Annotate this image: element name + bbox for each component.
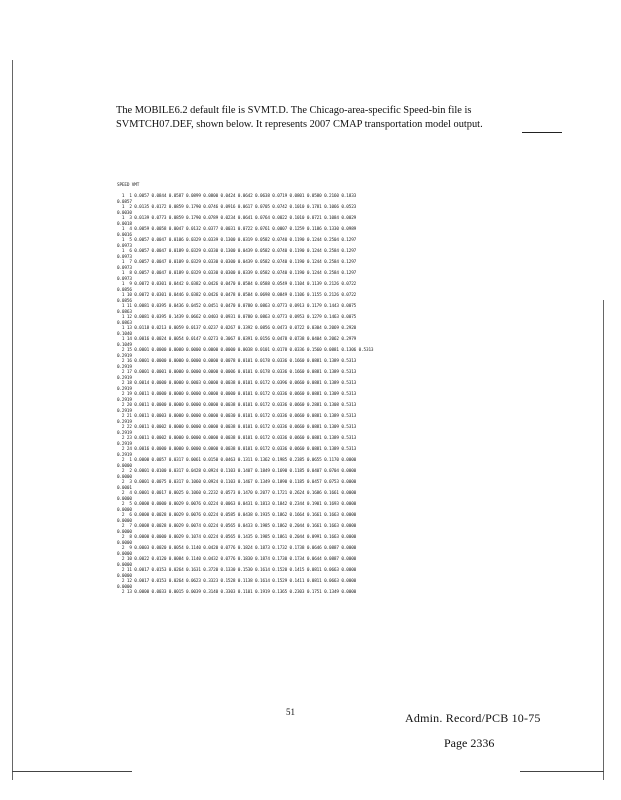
table-row: 2 21 0.0011 0.0003 0.0000 0.0000 0.0000 0.0030 0.0101 0.0172 0.0336 0.0660 0.0881 0.1389 0.5313: [117, 414, 357, 419]
table-row: 0.0000: [117, 463, 132, 469]
table-row: 0.2919: [117, 375, 132, 381]
table-row: 1 14 0.0016 0.0024 0.0054 0.0147 0.0273 0.3067 0.0391 0.0156 0.0478 0.0738 0.0404 0.2062 0.2979: [117, 337, 357, 342]
table-row: 0.2919: [117, 353, 132, 359]
scan-edge-right: [603, 300, 604, 780]
table-row: 1 5 0.0057 0.0047 0.0106 0.0329 0.0339 0.1300 0.0319 0.0582 0.0740 0.1190 0.1244 0.2504 0.1297: [117, 238, 357, 243]
table-row: 0.1049: [117, 342, 132, 348]
table-row: 2 7 0.0008 0.0028 0.0029 0.0074 0.0224 0.0565 0.0433 0.1985 0.1862 0.2044 0.1661 0.1663 0.0000: [117, 524, 357, 529]
intro-paragraph: [116, 104, 516, 132]
table-row: 0.0856: [117, 298, 132, 304]
table-row: 2 8 0.0000 0.0000 0.0029 0.1074 0.0224 0.0565 0.1435 0.1985 0.1861 0.2044 0.0991 0.1663 0.0000: [117, 535, 357, 540]
table-row: 0.0000: [117, 518, 132, 524]
table-row: 1 1 0.0057 0.0844 0.0587 0.0899 0.0800 0.0424 0.0642 0.0638 0.0719 0.0801 0.0580 0.2160 0.1833: [117, 194, 357, 199]
table-row: 2 24 0.0016 0.0000 0.0000 0.0000 0.0000 0.0038 0.0101 0.0172 0.0336 0.0660 0.0881 0.1389 0.5313: [117, 447, 357, 452]
table-row: 0.0030: [117, 210, 132, 216]
table-row: 0.2919: [117, 397, 132, 403]
page-stamp: Page 2336: [444, 736, 495, 750]
table-row: 1 13 0.0118 0.0213 0.0059 0.0137 0.0237 0.0267 0.3392 0.0856 0.0473 0.0722 0.0304 0.2069 0.2920: [117, 326, 357, 331]
admin-record-stamp: Admin. Record/PCB 10-75: [405, 711, 541, 725]
table-row: 1 7 0.0057 0.0047 0.0109 0.0329 0.0330 0.0300 0.0439 0.0582 0.0740 0.1190 0.1244 0.2584 0.1297: [117, 260, 357, 265]
scan-edge-bottom-right: [520, 771, 604, 772]
table-row: 0.2919: [117, 441, 132, 447]
speed-vmt-table: [117, 172, 509, 596]
table-row: 2 15 0.0001 0.0000 0.0000 0.0000 0.0000 0.0000 0.0038 0.0101 0.0178 0.0336 0.1560 0.0881 0.1306 0.5313: [117, 348, 374, 353]
table-row: 2 23 0.0011 0.0002 0.0000 0.0000 0.0000 0.0038 0.0101 0.0172 0.0336 0.0660 0.0881 0.1389 0.5313: [117, 436, 357, 441]
table-row: 0.0973: [117, 276, 132, 282]
table-row: 2 6 0.0000 0.0028 0.0029 0.0076 0.0224 0.0585 0.0438 0.1935 0.1862 0.1664 0.1661 0.1663 0.0000: [117, 513, 357, 518]
intro-line-1: The MOBILE6.2 default file is SVMT.D. The Chicago-area-specific Speed-bin file is: [116, 105, 472, 116]
table-row: 0.0000: [117, 551, 132, 557]
table-row: 0.0000: [117, 474, 132, 480]
table-row: 2 20 0.0011 0.0000 0.0000 0.0000 0.0000 0.0038 0.0101 0.0172 0.0336 0.0660 0.2881 0.1308 0.5313: [117, 403, 357, 408]
table-row: 0.0856: [117, 287, 132, 293]
table-row: 2 3 0.0001 0.0075 0.0317 0.1060 0.0924 0.1103 0.1467 0.1349 0.1890 0.1185 0.0457 0.0753 0.0000: [117, 480, 357, 485]
table-row: 1 3 0.0139 0.0773 0.0859 0.1790 0.0789 0.0234 0.0641 0.0764 0.0022 0.1010 0.0721 0.1084 0.0029: [117, 216, 357, 221]
scan-edge-bottom-left: [12, 771, 132, 772]
table-row: 1 4 0.0059 0.0058 0.0047 0.0132 0.0377 0.0031 0.0722 0.0761 0.0007 0.1259 0.1186 0.1330 0.0989: [117, 227, 357, 232]
table-row: 0.0016: [117, 232, 132, 238]
table-row: 0.0863: [117, 320, 132, 326]
table-row: 2 11 0.0017 0.0153 0.0264 0.1631 0.3720 0.1330 0.1530 0.1614 0.1520 0.1415 0.0811 0.0663 0.0000: [117, 568, 357, 573]
table-row: 2 4 0.0001 0.0017 0.0025 0.1060 0.2232 0.0573 0.1470 0.2077 0.1721 0.2624 0.1686 0.1661 0.0000: [117, 491, 357, 496]
table-row: 1 9 0.0072 0.0301 0.0442 0.0382 0.0426 0.0470 0.0584 0.0588 0.0549 0.1104 0.1139 0.2126 0.0722: [117, 282, 357, 287]
table-row: 2 10 0.0022 0.0120 0.0084 0.1140 0.0432 0.0776 0.1830 0.1874 0.1730 0.1734 0.0644 0.0887 0.0000: [117, 557, 357, 562]
table-row: 1 10 0.0072 0.0301 0.0446 0.0382 0.0426 0.0478 0.0584 0.0698 0.0849 0.1106 0.1155 0.2126 0.0722: [117, 293, 357, 298]
table-row: 1 6 0.0057 0.0047 0.0189 0.0329 0.0330 0.1300 0.0439 0.0582 0.0740 0.1190 0.1244 0.2584 0.1297: [117, 249, 357, 254]
table-row: 2 16 0.0001 0.0000 0.0000 0.0000 0.0000 0.0078 0.0101 0.0178 0.0336 0.1660 0.0881 0.1389 0.5313: [117, 359, 357, 364]
table-row: 0.0000: [117, 573, 132, 579]
table-row: 2 12 0.0017 0.0153 0.0264 0.0623 0.3323 0.1528 0.1138 0.1614 0.1529 0.1411 0.0811 0.0663 0.0000: [117, 579, 357, 584]
table-row: 0.0857: [117, 199, 132, 205]
table-row: 0.0973: [117, 265, 132, 271]
table-row: 0.2919: [117, 364, 132, 370]
table-row: 0.0018: [117, 221, 132, 227]
page-number: 51: [286, 707, 295, 717]
table-row: 0.2919: [117, 452, 132, 458]
table-row: 2 18 0.0014 0.0000 0.0000 0.0003 0.0000 0.0038 0.0101 0.0172 0.0396 0.0660 0.0881 0.1389 0.5313: [117, 381, 357, 386]
table-row: 0.0973: [117, 243, 132, 249]
table-row: 2 2 0.0001 0.0100 0.0317 0.0428 0.0924 0.1103 0.1407 0.1849 0.1690 0.1185 0.0407 0.0704 0.0000: [117, 469, 357, 474]
table-row: 0.0000: [117, 529, 132, 535]
table-row: 0.0000: [117, 496, 132, 502]
table-row: 2 1 0.0000 0.0057 0.0317 0.0061 0.0150 0.0463 0.1311 0.1362 0.1985 0.2385 0.0655 0.1170 0.0000: [117, 458, 357, 463]
table-row: 0.0973: [117, 254, 132, 260]
table-row: 0.0000: [117, 584, 132, 590]
table-row: 0.1040: [117, 331, 132, 337]
table-row: 0.0001: [117, 485, 132, 491]
table-row: 1 2 0.0135 0.0172 0.0859 0.1790 0.0746 0.0916 0.0617 0.0705 0.0742 0.1010 0.1781 0.1066 0.0523: [117, 205, 357, 210]
table-row: 2 19 0.0011 0.0000 0.0000 0.0000 0.0000 0.0000 0.0101 0.0172 0.0336 0.0660 0.0881 0.1309 0.5313: [117, 392, 357, 397]
table-row: 0.2919: [117, 419, 132, 425]
margin-rule: [522, 132, 562, 133]
table-row: 0.2919: [117, 408, 132, 414]
table-row: 1 12 0.0081 0.0395 0.1439 0.0662 0.0403 0.0931 0.0780 0.0863 0.0773 0.0953 0.1279 0.1463 0.0075: [117, 315, 357, 320]
table-row: 2 17 0.0001 0.0001 0.0000 0.0000 0.0000 0.0006 0.0101 0.0178 0.0336 0.1660 0.0881 0.1389 0.5313: [117, 370, 357, 375]
table-row: 0.0000: [117, 507, 132, 513]
table-row: 1 11 0.0081 0.0395 0.0436 0.0452 0.0451 0.0470 0.0780 0.0863 0.0773 0.0913 0.1179 0.1443 0.0075: [117, 304, 357, 309]
table-row: 1 8 0.0057 0.0047 0.0189 0.0329 0.0330 0.0300 0.0339 0.0582 0.0740 0.1190 0.1244 0.2584 0.1297: [117, 271, 357, 276]
table-row: 2 5 0.0000 0.0000 0.0029 0.0076 0.0224 0.0063 0.0431 0.1813 0.1842 0.2344 0.1901 0.1693 0.0000: [117, 502, 357, 507]
table-row: 2 13 0.0000 0.0033 0.0015 0.0039 0.3140 0.3303 0.1101 0.1919 0.1365 0.2303 0.1751 0.1349 0.0000: [117, 590, 357, 595]
table-header: SPEED VMT: [117, 183, 140, 188]
intro-line-2: SVMTCH07.DEF, shown below. It represents 2007 CMAP transportation model output.: [116, 119, 483, 130]
scan-edge-left: [12, 60, 13, 780]
table-row: 0.0000: [117, 540, 132, 546]
table-row: 2 22 0.0011 0.0002 0.0000 0.0000 0.0000 0.0038 0.0101 0.0172 0.0336 0.0660 0.0881 0.1309 0.5313: [117, 425, 357, 430]
table-row: 0.0863: [117, 309, 132, 315]
table-row: 2 9 0.0003 0.0020 0.0054 0.1140 0.0420 0.0776 0.1824 0.1873 0.1732 0.1738 0.0646 0.0887 0.0000: [117, 546, 357, 551]
table-row: 0.2919: [117, 430, 132, 436]
table-row: 0.0000: [117, 562, 132, 568]
table-row: 0.2919: [117, 386, 132, 392]
